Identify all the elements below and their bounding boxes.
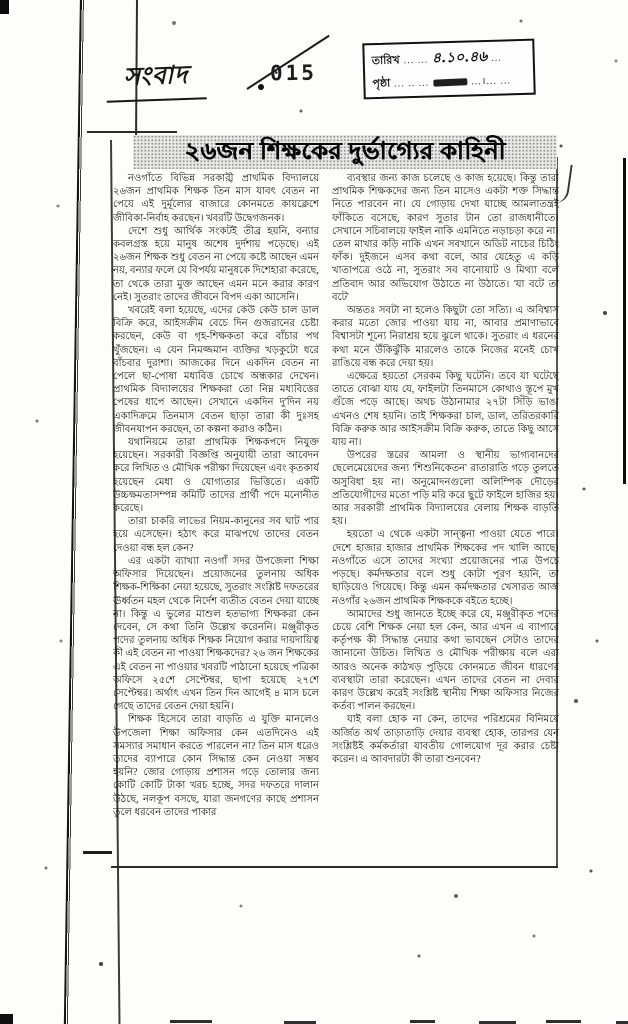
- handwritten-source-label: সংবাদ: [105, 54, 207, 102]
- scan-bottom-edge-dash: [170, 1020, 212, 1023]
- article-paragraph: এর একটা ব্যাখ্যা নওগাঁ সদর উপজেলা শিক্ষা অফিসার দিয়েছেন। প্রয়োজনের তুলনায় অধিক শিক্ষক-শিক্ষিকা নেয়া হয়েছে, সুতরাং সংশ্লিষ্ট দফতরের ঊর্ধ্বতন মহল থেকে নির্দেশ ব্যতীত বেতন দেয়া যাচ্ছে না। কিন্তু এ ভুলের মাশুল হতভাগ্য শিক্ষকরা কেন দেবেন, সে কথা তিনি উল্লেখ করেননি। মঞ্জুরীকৃত পদের তুলনায় অধিক শিক্ষক নিয়োগ করার দায়দায়িত্ব কী এই বেতন না পাওয়া শিক্ষকদের? ২৬ জন শিক্ষকের এই বেতন না পাওয়ার খবরটি পাঠানো হয়েছে পত্রিকা অফিসে ২৫শে সেপ্টেম্বর, ছাপা হয়েছে ২৭শে সেপ্টেম্বর। অর্থাৎ এখন তিন দিন আগেই ৪ মাস চলে গেছে তাদের বেতন দেয়া হয়নি।: [113, 555, 319, 713]
- left-margin-double-rule: [64, 0, 85, 1024]
- page-label: পৃষ্ঠা: [372, 77, 391, 91]
- article-column-left: [113, 172, 319, 864]
- article-paragraph: যথানিয়মে তারা প্রাথমিক শিক্ষকপদে নিযুক্ত হয়েছেন। সরকারী বিজ্ঞপ্তি অনুযায়ী তারা আবেদন করে লিখিত ও মৌখিক পরীক্ষা দিয়েছেন এবং কৃতকার্য হয়েছেন মেধা ও যোগ্যতার ভিত্তিতে। একটি উচ্চক্ষমতাসম্পন্ন কমিটি তাদের প্রার্থী পদে মনোনীত করেছে।: [113, 437, 319, 515]
- scan-right-edge-line: [623, 158, 626, 484]
- stamp-date-row: [371, 44, 526, 72]
- article-headline: ২৬জন শিক্ষকের দুর্ভাগ্যের কাহিনী: [184, 139, 506, 165]
- pen-ink-blob: [258, 84, 264, 90]
- article-paragraph: উপরের স্তরের আমলা ও স্থানীয় ভাগ্যবানদের ছেলেমেয়েদের জন্য 'শিশুনিকেতন' রাতারাতি গড়ে তুলতে অসুবিধা হয় না। অনুমোদনগুলো অলিম্পিক দৌড়ের প্রতিযোগীদের মতো পড়ি মরি করে ছুটে ফাইলে হাজির হয়। আর সরকারী প্রাথমিক বিদ্যালয়ের বেলায় শিক্ষক বাড়তি হয়।: [332, 450, 559, 528]
- margin-horizontal-rule: [87, 131, 177, 133]
- article-body: [113, 172, 559, 864]
- article-paragraph: ব্যবস্থার জন্য কাজ চলেছে ও কাজ হয়েছে। কিন্তু তারা প্রাথমিক শিক্ষকদের জন্য তিন মাসেও একটা শক্ত সিদ্ধান্ত নিতে পারবেন না। যে গোড়ায় দেখা যাচ্ছে আমলাতন্ত্রই ফাঁকিতে বসেছে, কারণ সুতার টান তো রাজধানীতে। সেখানে সচিবালয়ে ফাইল নাকি এমনিতে নড়াচড়া করে না। তেল মাখার কড়ি নাকি এখন সবখানে অডিট নাচের চিঠিং ফাঁক। দুইজনে এসব কথা বলে, আর যেহেতু এ কড়ি খাতাপত্রে ওঠে না, সুতরাং সব বানোয়াট ও মিথ্যা বলে প্রতিবাদ আর অভিযোগ উঠাতে না উঠাতে। 'যা বটে তা বটে': [332, 173, 559, 303]
- headline-halftone-band: [133, 135, 557, 169]
- stamp-page-row: [372, 71, 526, 94]
- date-label: তারিখ: [371, 54, 400, 68]
- scan-corner-mark-top-left: [0, 0, 9, 14]
- serial-number-stamp: 015: [269, 60, 318, 86]
- article-paragraph: নওগাঁতে বিভিন্ন সরকারী প্রাথমিক বিদ্যালয়ে ২৬জন প্রাথমিক শিক্ষক তিন মাস যাবৎ বেতন না পেয়ে এই দুর্মূল্যের বাজারে কোনমতে কায়ক্লেশে জীবিকা-নির্বাহ করছেন। খবরটি উদ্বেগজনক।: [113, 173, 319, 224]
- article-paragraph: অন্ততঃ সবটা না হলেও কিছুটা তো সত্যি। এ অবিশ্বাস করার মতো জোর পাওয়া যায় না, আবার প্রমাণাভাবে বিশ্বাসটা শূন্যে নিরাশ্রয় হয়ে ঝুলে থাকে। সুতরাং এ ধরনের কথা মনে উঁকিঝুঁকি মারলেও তাকে নিজের মনেই চোখ রাঙিয়ে বন্ধ করে দেয়া হয়।: [332, 305, 559, 369]
- article-paragraph: খবরেই বলা হয়েছে, এদের কেউ কেউ চাল ডাল বিক্রি করে, আইসক্রীম বেচে দিন গুজরানের চেষ্টা করছেন, কেউ বা গৃহ-শিক্ষকতা করে বাঁচার পথ খুঁজছেন। এ যেন নিমজ্জমান ব্যক্তির খড়কুটো ধরে বাঁচবার দুরাশা। আজকের দিনে একদিন বেতন না পেলে ছা-পোষা মধ্যবিত্ত চোখে অন্ধকার দেখেন। প্রাথমিক বিদ্যালয়ের শিক্ষকরা তো নিম্ন মধ্যবিত্তের পেষের ধাপে আছেন। সেখানে একদিন দু'দিন নয় একাদিক্রমে তিনমাস বেতন ছাড়া তারা কী দুঃসহ জীবনযাপন করছেন, তা কল্পনা করাও কঠিন।: [113, 305, 319, 435]
- article-paragraph: যাই বলা হোক না কেন, তাদের পরিশ্রমের বিনিময়ে অর্জিত অর্থ তাড়াতাড়ি দেয়ার ব্যবস্থা হোক, তারপর যেন সংশ্লিষ্টই কর্মকর্তারা যাবতীয় গোলযোগ দূর করার চেষ্টা করেন। এ আবদারটা কী তারা শুনবেন?: [332, 714, 559, 765]
- bottom-margin-dash: [83, 851, 112, 854]
- handwritten-date-value: ৪.১০.৪৬: [431, 48, 488, 67]
- page-dots-right: ...।... ...: [471, 75, 512, 88]
- article-paragraph: শিক্ষক হিসেবে তারা বাড়তি এ যুক্তি মানলেও উপজেলা শিক্ষা অফিসার কেন এতদিনেও এই সমস্যার সমাধান করতে পারলেন না? তিন মাস ধরেও তাদের ব্যাপারে কোন সিদ্ধান্ত কেন নেওয়া সম্ভব হয়নি? জোর গোড়ায় প্রশাসন গড়ে তোলার জন্য কোটি কোটি টাকা খরচ হচ্ছে, সদর দফতরে দালান উঠছে, নলকূপ বসছে, যারা জনগণের কাছে প্রশাসন তুলে ধরবেন তাদের পাকার: [113, 714, 319, 818]
- date-dots-left: ... ...: [403, 54, 429, 67]
- scan-corner-mark-bottom-left: [0, 1014, 13, 1024]
- article-paragraph: এক্ষেত্রে হয়তো সেরকম কিছু ঘটেনি। তবে যা ঘটেছে তাতে বোঝা যায় যে, ফাইলটা তিনমাসে কোথাও স্তূপে মুখ গুঁজে পড়ে আছে। অথচ উঠানামার ২৭টা সিঁড়ি ভাঙা এখনও শেষ হয়নি। তাই শিক্ষকরা চাল, ডাল, তরিতরকারি বিক্রি করুক আর আইসক্রীম বিক্রি করুক, তাতে কিছু আসে যায় না।: [332, 371, 559, 449]
- article-paragraph: হয়তো এ থেকে একটা সান্ত্বনা পাওয়া যেতে পারে। দেশে হাজার হাজার প্রাথমিক শিক্ষকের পদ খালি আছে। নওগাঁতে এসে তাদের সংখ্যা প্রয়োজনের পাত্র উপচে পড়ছে। কর্মদক্ষতার বলে শুধু কোটা পূরণ হয়নি, তা ছাড়িয়েও গিয়েছে। কিন্তু এমন কর্মদক্ষতার খেসারত আজ নওগাঁর ২৬জন প্রাথমিক শিক্ষককে বইতে হচ্ছে।: [332, 529, 559, 607]
- date-dots-right: ...: [491, 52, 502, 64]
- scan-bottom-edge-dash: [546, 1020, 581, 1023]
- date-page-stamp-box: [362, 39, 535, 100]
- article-paragraph: দেশে শুধু আর্থিক সংকটই তীব্র হয়নি, বন্যার কবলগ্রস্ত হয়ে মানুষ অশেষ দুর্দশায় পড়েছে। এই ২৬জন শিক্ষক শুধু বেতন না পেয়ে কষ্টে আছেন এমন নয়, বন্যার ফলে যে বিপর্যয় মানুষকে দিশেহারা করেছে, তা থেকে তারা মুক্ত আছেন এমন মনে করার কারণ নেই। সুতরাং তাদের জীবনে বিপদ একা আসেনি।: [113, 225, 319, 303]
- clipping-bottom-border: [111, 866, 558, 868]
- page-dots-left: ... .. ...: [394, 77, 430, 90]
- article-column-right: [332, 172, 559, 864]
- ink-smudge: [433, 78, 467, 87]
- article-paragraph: আমাদের শুধু জানতে ইচ্ছে করে যে, মঞ্জুরীকৃত পদের চেয়ে বেশি শিক্ষক নেয়া হল কেন, আর এখন এ ব্যাপারে কর্তৃপক্ষ কী সিদ্ধান্ত নেয়ার কথা ভাবছেন সেটাও তাদের জানানো উচিত। লিখিত ও মৌখিক পরীক্ষায় বলে এরা আরও অনেক কাঠখড় পুড়িয়ে কোনমতে জীবন ধারণের ব্যবস্থাটা তারা করেছেন। এখন তাদের বেতন না দেবার কারণ উল্লেখ করেই সংশ্লিষ্ট স্থানীয় শিক্ষা অফিসার নিজের কর্তব্য পালন করছেন।: [332, 608, 559, 713]
- article-paragraph: তারা চাকরি লাভের নিয়ম-কানুনের সব ঘাট পার হয়ে এসেছেন। হঠাৎ করে মাঝপথে তাদের বেতন দেওয়া বন্ধ হল কেন?: [113, 516, 319, 554]
- scan-noise-speckles: [0, 0, 2, 2]
- scan-bottom-edge-dash: [410, 1020, 435, 1023]
